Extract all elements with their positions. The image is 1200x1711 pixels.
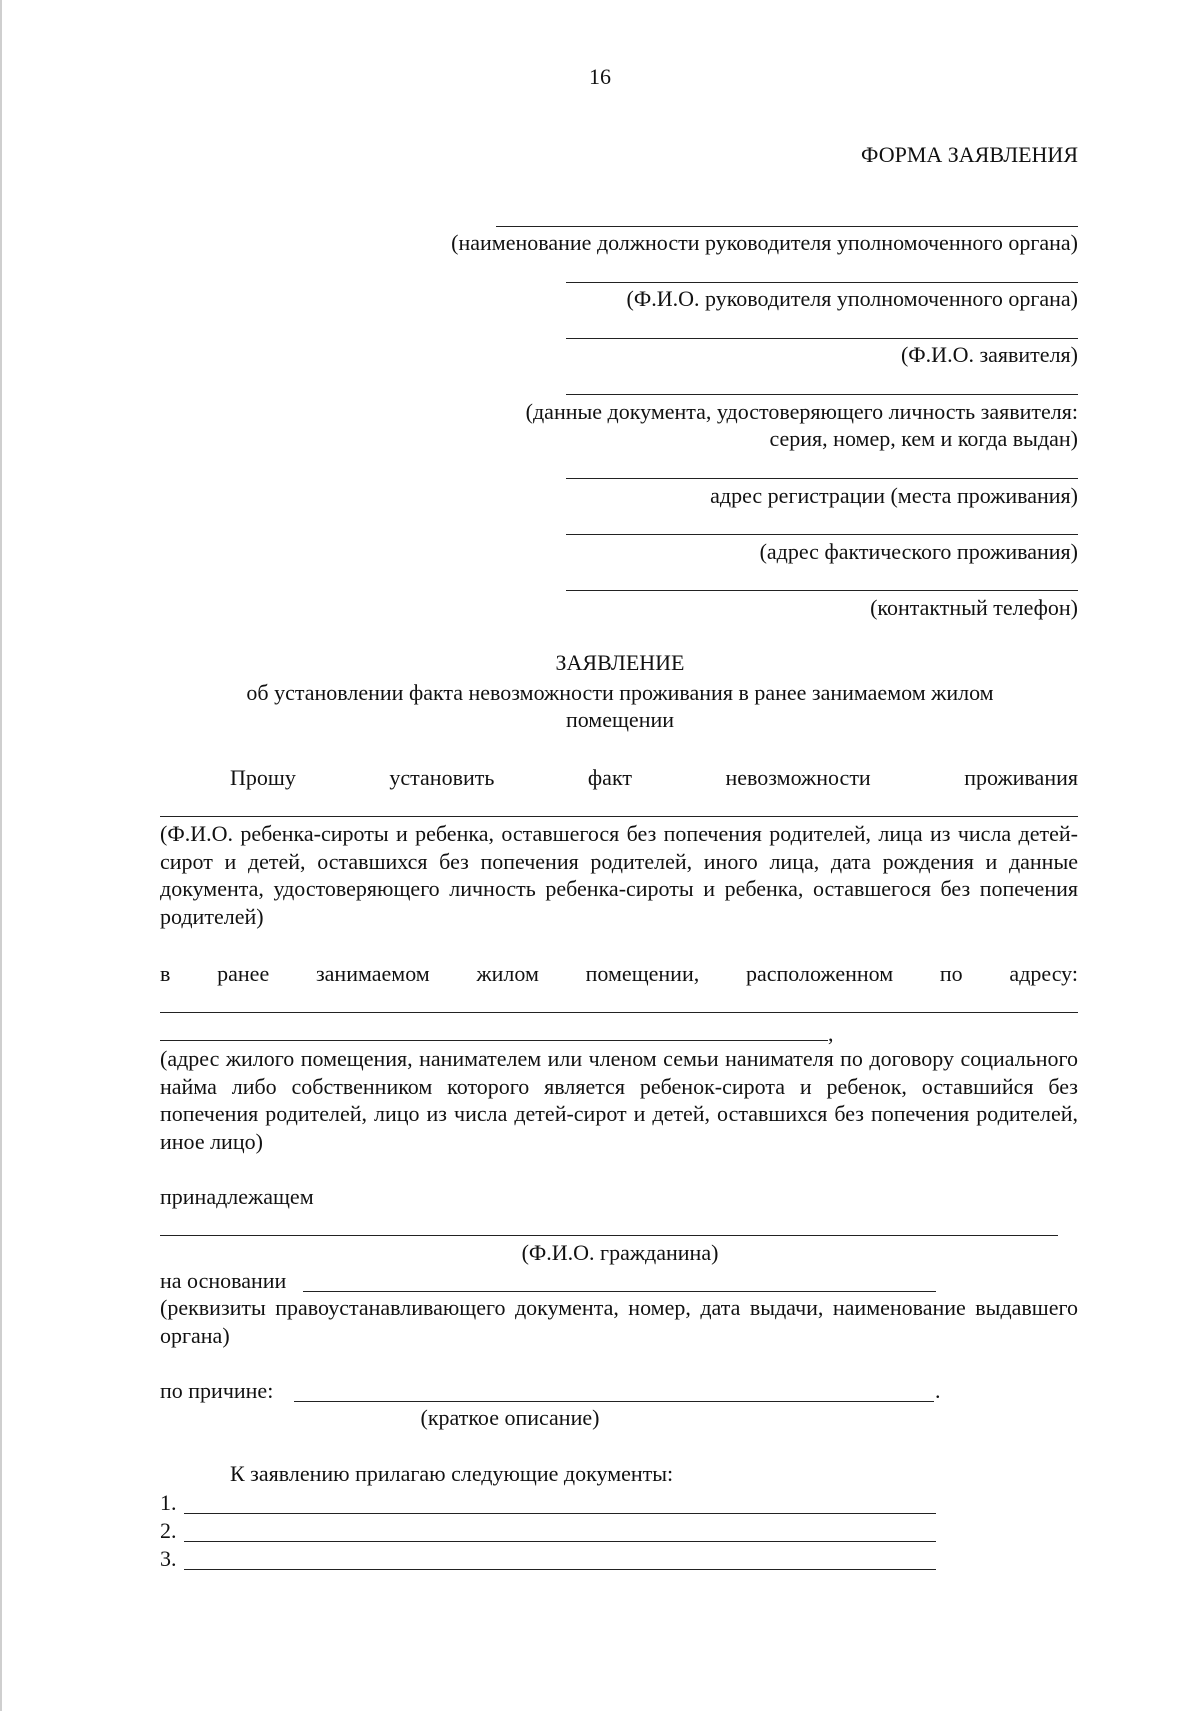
address-input-line-1[interactable] [160,1012,1078,1013]
child-name-line[interactable] [160,816,1078,817]
basis-label: на основании [160,1268,287,1293]
actual-address-hint: (адрес фактического проживания) [759,539,1078,564]
statement-subtitle-2: помещении [565,707,675,732]
reason-period: . [935,1378,941,1403]
official-name-line[interactable] [566,282,1078,283]
actual-address-line[interactable] [566,534,1078,535]
form-title: ФОРМА ЗАЯВЛЕНИЯ [861,142,1078,167]
reason-hint: (краткое описание) [420,1405,600,1430]
basis-input-line[interactable] [303,1291,936,1292]
belonging-label: принадлежащем [160,1184,314,1209]
attachments-label: К заявлению прилагаю следующие документы: [230,1461,674,1486]
reason-input-line[interactable] [294,1401,934,1402]
applicant-name-hint: (Ф.И.О. заявителя) [900,342,1078,367]
request-line: Прошу установить факт невозможности проживания [230,765,1078,790]
official-name-hint: (Ф.И.О. руководителя уполномоченного органа) [626,286,1078,311]
citizen-name-line[interactable] [160,1235,1058,1236]
registration-address-hint: адрес регистрации (места проживания) [710,483,1078,508]
address-comma: , [828,1021,834,1046]
child-hint: (Ф.И.О. ребенка-сироты и ребенка, оставшегося без попечения родителей, лица из числа детей-сирот и детей, оставшихся без попечения родителей, иного лица, дата рождения и данные документа, удостоверяющего личность ребенка-сироты и ребенка, оставшегося без попечения родителей) [160,821,1078,929]
reason-label: по причине: [160,1378,274,1403]
registration-address-line[interactable] [566,478,1078,479]
citizen-hint: (Ф.И.О. гражданина) [521,1240,719,1265]
statement-title: ЗАЯВЛЕНИЕ [555,650,685,675]
attachment-line-1[interactable] [184,1513,936,1514]
phone-line[interactable] [566,590,1078,591]
id-document-hint-2: серия, номер, кем и когда выдан) [769,426,1078,451]
attachment-number-2: 2. [160,1518,177,1543]
basis-hint: (реквизиты правоустанавливающего документа, номер, дата выдачи, наименование выдавшего органа) [160,1295,1078,1348]
scan-edge [0,0,2,1711]
page-number: 16 [589,64,611,89]
id-document-line[interactable] [566,394,1078,395]
address-hint: (адрес жилого помещения, нанимателем или членом семьи нанимателя по договору социального найма либо собственником которого является ребенок-сирота и ребенок, оставшийся без попечения родителей, лицо из числа детей-сирот и детей, оставшихся без попечения родителей, иное лицо) [160,1046,1078,1154]
attachment-number-1: 1. [160,1490,177,1515]
address-line: в ранее занимаемом жилом помещении, расположенном по адресу: [160,961,1078,986]
attachment-line-2[interactable] [184,1541,936,1542]
official-position-line[interactable] [496,226,1078,227]
id-document-hint-1: (данные документа, удостоверяющего личность заявителя: [525,399,1078,424]
applicant-name-line[interactable] [566,338,1078,339]
statement-subtitle-1: об установлении факта невозможности проживания в ранее занимаемом жилом [246,680,994,705]
phone-hint: (контактный телефон) [870,595,1078,620]
attachment-number-3: 3. [160,1546,177,1571]
attachment-line-3[interactable] [184,1569,936,1570]
official-position-hint: (наименование должности руководителя уполномоченного органа) [451,230,1078,255]
address-input-line-2[interactable] [160,1040,828,1041]
